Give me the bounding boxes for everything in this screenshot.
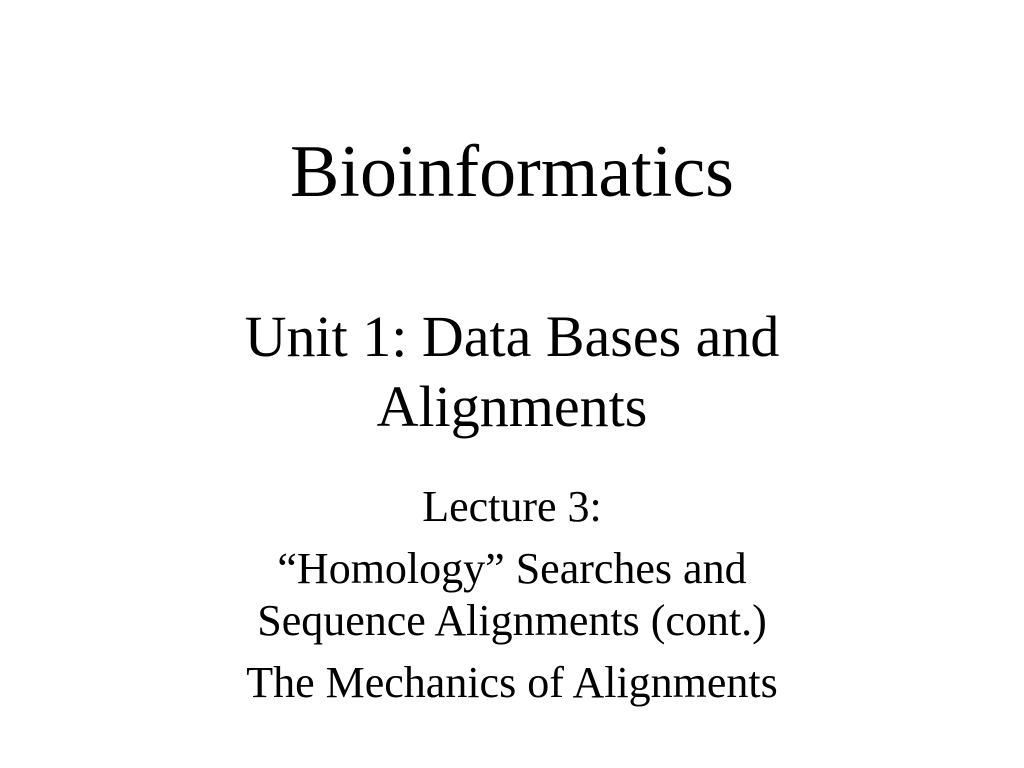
- topic-line: Sequence Alignments (cont.): [257, 596, 767, 645]
- topic-line: “Homology” Searches and: [277, 544, 747, 593]
- subtitle-line: Alignments: [376, 374, 648, 439]
- slide-title: Bioinformatics: [290, 131, 734, 213]
- lecture-topic: [0, 543, 1024, 647]
- slide-body: [0, 481, 1024, 709]
- lecture-number: Lecture 3:: [422, 482, 602, 531]
- paragraph-spacer: [0, 647, 1024, 657]
- subtitle-line: Unit 1: Data Bases and: [244, 304, 780, 369]
- slide-subtitle: [0, 302, 1024, 442]
- paragraph-spacer: [0, 533, 1024, 543]
- lecture-mechanics: The Mechanics of Alignments: [246, 658, 778, 707]
